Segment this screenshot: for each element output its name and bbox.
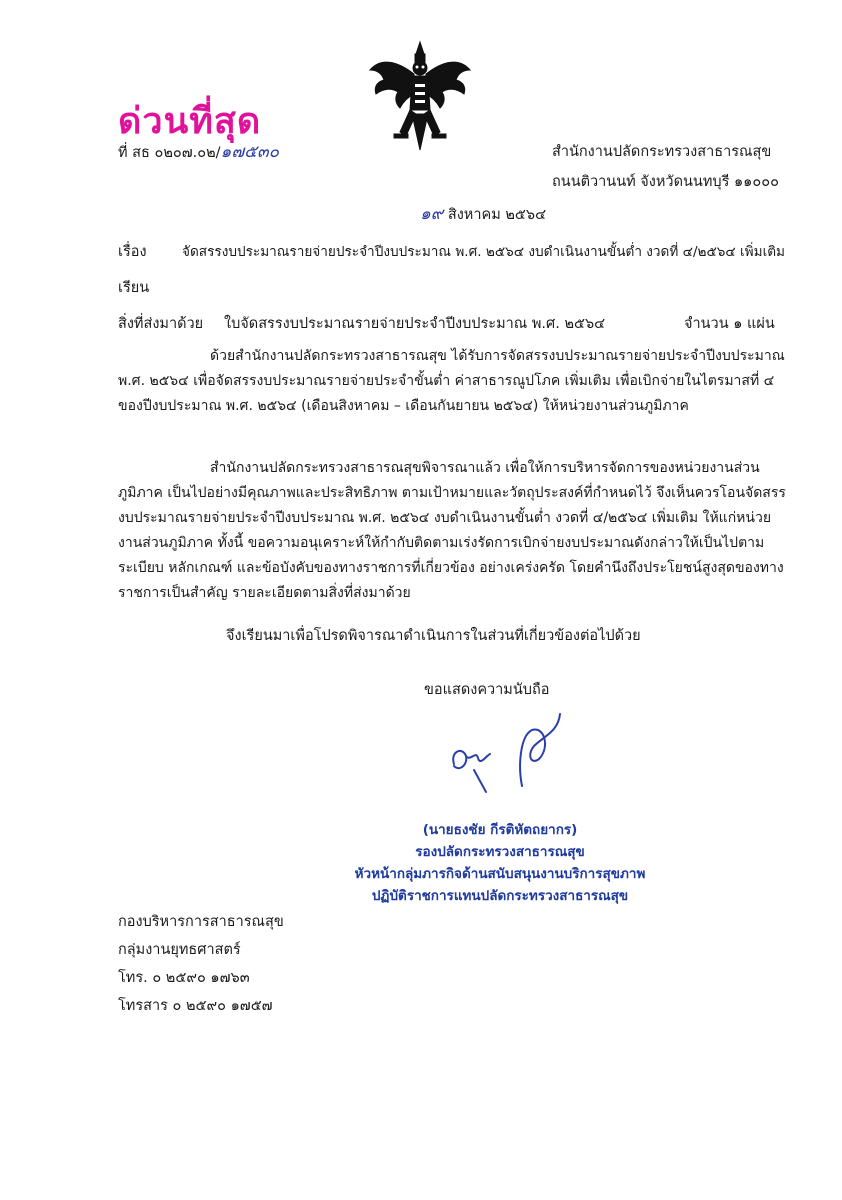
signatory-title-3: ปฏิบัติราชการแทนปลัดกระทรวงสาธารณสุข (371, 888, 629, 904)
reference-number (118, 142, 279, 163)
body-paragraph-1-text: ด้วยสำนักงานปลัดกระทรวงสาธารณสุข ได้รับการจัดสรรงบประมาณรายจ่ายประจำปีงบประมาณ พ.ศ. ๒๕๖๔ เพื่อจัดสรรงบประมาณรายจ่ายประจำขั้นต่ำ ค่าสาธารณูปโภค เพิ่มเติม เพื่อเบิกจ่ายในไตรมาสที่ ๔ ของปีงบประมาณ พ.ศ. ๒๕๖๔ (เดือนสิงหาคม – เดือนกันยายน ๒๕๖๔) ให้หน่วยงานส่วนภูมิภาค (118, 348, 785, 414)
document-date (420, 204, 546, 225)
body-paragraph-2 (118, 456, 786, 606)
date-day-handwritten: ๑๙ (420, 204, 444, 224)
body-paragraph-2-text: สำนักงานปลัดกระทรวงสาธารณสุขพิจารณาแล้ว เพื่อให้การบริหารจัดการของหน่วยงานส่วนภูมิภาค เป็นไปอย่างมีคุณภาพและประสิทธิภาพ ตามเป้าหมายและวัตถุประสงค์ที่กำหนดไว้ จึงเห็นควรโอนจัดสรรงบประมาณรายจ่ายประจำปีงบประมาณ พ.ศ. ๒๕๖๔ งบดำเนินงานขั้นต่ำ งวดที่ ๔/๒๕๖๔ เพิ่มเติม ให้แก่หน่วยงานส่วนภูมิภาค ทั้งนี้ ขอความอนุเคราะห์ให้กำกับติดตามเร่งรัดการเบิกจ่ายงบประมาณดังกล่าวให้เป็นไปตามระเบียบ หลักเกณฑ์ และข้อบังคับของทางราชการที่เกี่ยวข้อง อย่างเคร่งครัด โดยคำนึงถึงประโยชน์สูงสุดของทางราชการเป็นสำคัญ รายละเอียดตามสิ่งที่ส่งมาด้วย (118, 460, 786, 601)
footer-group: กลุ่มงานยุทธศาสตร์ (118, 942, 241, 958)
footer-fax: โทรสาร ๐ ๒๕๙๐ ๑๗๕๗ (118, 998, 273, 1014)
subject-label: เรื่อง (118, 244, 147, 260)
enclosure-label: สิ่งที่ส่งมาด้วย (118, 316, 204, 332)
footer-phone: โทร. ๐ ๒๕๙๐ ๑๗๖๓ (118, 970, 250, 986)
closing-text: ขอแสดงความนับถือ (424, 682, 550, 698)
reference-prefix: ที่ สธ ๐๒๐๗.๐๒/ (118, 145, 221, 161)
reference-handwritten: ๑๗๕๓๐ (220, 142, 279, 162)
date-month-year: สิงหาคม ๒๕๖๔ (447, 207, 547, 223)
signatory-title-1: รองปลัดกระทรวงสาธารณสุข (415, 844, 585, 860)
subject-text: จัดสรรงบประมาณรายจ่ายประจำปีงบประมาณ พ.ศ. ๒๕๖๔ งบดำเนินงานขั้นต่ำ งวดที่ ๔/๒๕๖๔ เพิ่มเติม (182, 244, 786, 260)
enclosure-text: ใบจัดสรรงบประมาณรายจ่ายประจำปีงบประมาณ พ.ศ. ๒๕๖๔ (224, 316, 606, 332)
signature-drawing (440, 706, 570, 802)
footer-division: กองบริหารการสาธารณสุข (118, 914, 284, 930)
office-address: ถนนติวานนท์ จังหวัดนนทบุรี ๑๑๐๐๐ (552, 174, 779, 190)
signatory-title-2: หัวหน้ากลุ่มภารกิจด้านสนับสนุนงานบริการสุขภาพ (354, 866, 646, 882)
garuda-emblem-icon (366, 40, 474, 152)
body-paragraph-3: จึงเรียนมาเพื่อโปรดพิจารณาดำเนินการในส่วนที่เกี่ยวข้องต่อไปด้วย (226, 628, 641, 644)
recipient-label: เรียน (118, 280, 150, 296)
urgency-stamp: ด่วนที่สุด (118, 101, 262, 142)
body-paragraph-1 (118, 344, 786, 444)
signatory-name: (นายธงชัย กีรติหัตถยากร) (422, 822, 578, 838)
enclosure-count: จำนวน ๑ แผ่น (684, 316, 775, 332)
office-name: สำนักงานปลัดกระทรวงสาธารณสุข (552, 144, 772, 160)
